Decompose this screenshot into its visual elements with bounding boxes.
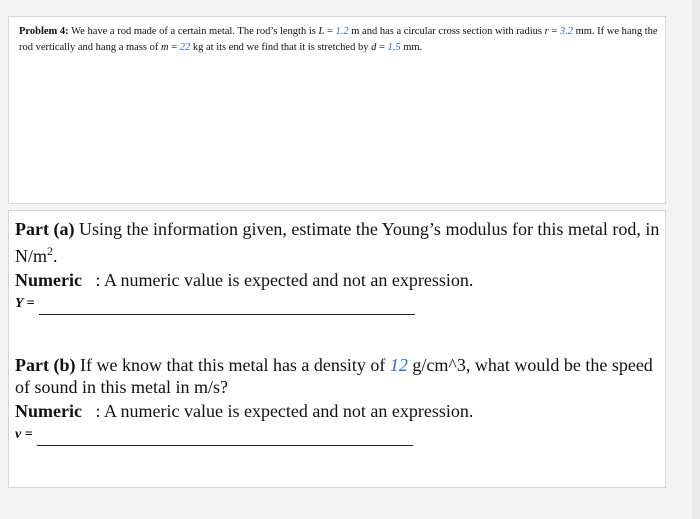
part-b-text-1: If we know that this metal has a density of [75,355,390,375]
part-b-answer-var: v = [15,427,33,442]
part-b-numeric-label: Numeric [15,401,82,421]
part-a-numeric-hint [15,269,660,291]
problem-text-5: mm. [400,42,423,53]
mass-symbol: m [161,42,169,53]
part-b-label: Part (b) [15,355,76,375]
problem-statement [19,24,659,56]
problem-card [8,16,666,204]
length-equals: = [324,26,336,37]
density-value: 12 [389,355,408,375]
mass-equals: = [168,42,180,53]
part-b-text-2: g/cm^3, what would be the speed of sound in this metal in m/s? [15,355,653,397]
length-value: 1.2 [335,26,349,37]
part-a-answer-var: Y = [15,296,35,311]
problem-label: Problem 4: [19,26,69,37]
part-a-label: Part (a) [15,219,75,239]
parts-card [8,210,666,488]
part-a [15,218,660,315]
problem-text-2: m and has a circular cross section with radius [348,26,545,37]
radius-symbol: r [544,26,549,37]
length-symbol: L [318,26,325,37]
stretch-value: 1.5 [387,42,401,53]
part-a-question [15,218,660,267]
part-b-numeric-text: : A numeric value is expected and not an expression. [81,401,474,421]
part-b-numeric-hint [15,400,660,422]
part-b-answer-row [15,424,660,446]
part-a-period: . [53,246,58,266]
part-a-exponent: 2 [47,244,54,258]
part-a-answer-input[interactable] [39,302,415,315]
part-b [15,354,660,446]
part-a-numeric-label: Numeric [15,270,82,290]
vertical-scrollbar[interactable] [692,0,700,519]
radius-equals: = [548,26,560,37]
part-a-numeric-text: : A numeric value is expected and not an expression. [81,270,474,290]
stretch-equals: = [376,42,388,53]
part-a-answer-row [15,293,660,315]
part-a-text: Using the information given, estimate the Young’s modulus for this metal rod, in N/m [15,219,660,266]
stretch-symbol: d [371,42,377,53]
problem-text-1: We have a rod made of a certain metal. The rod’s length is [68,26,319,37]
radius-value: 3.2 [559,26,573,37]
problem-text-3: mm. If we hang the rod vertically and hang a mass of [19,26,658,53]
part-b-question [15,354,660,398]
part-b-answer-input[interactable] [37,433,413,446]
mass-value: 22 [179,42,191,53]
problem-text-4: kg at its end we find that it is stretched by [190,42,372,53]
